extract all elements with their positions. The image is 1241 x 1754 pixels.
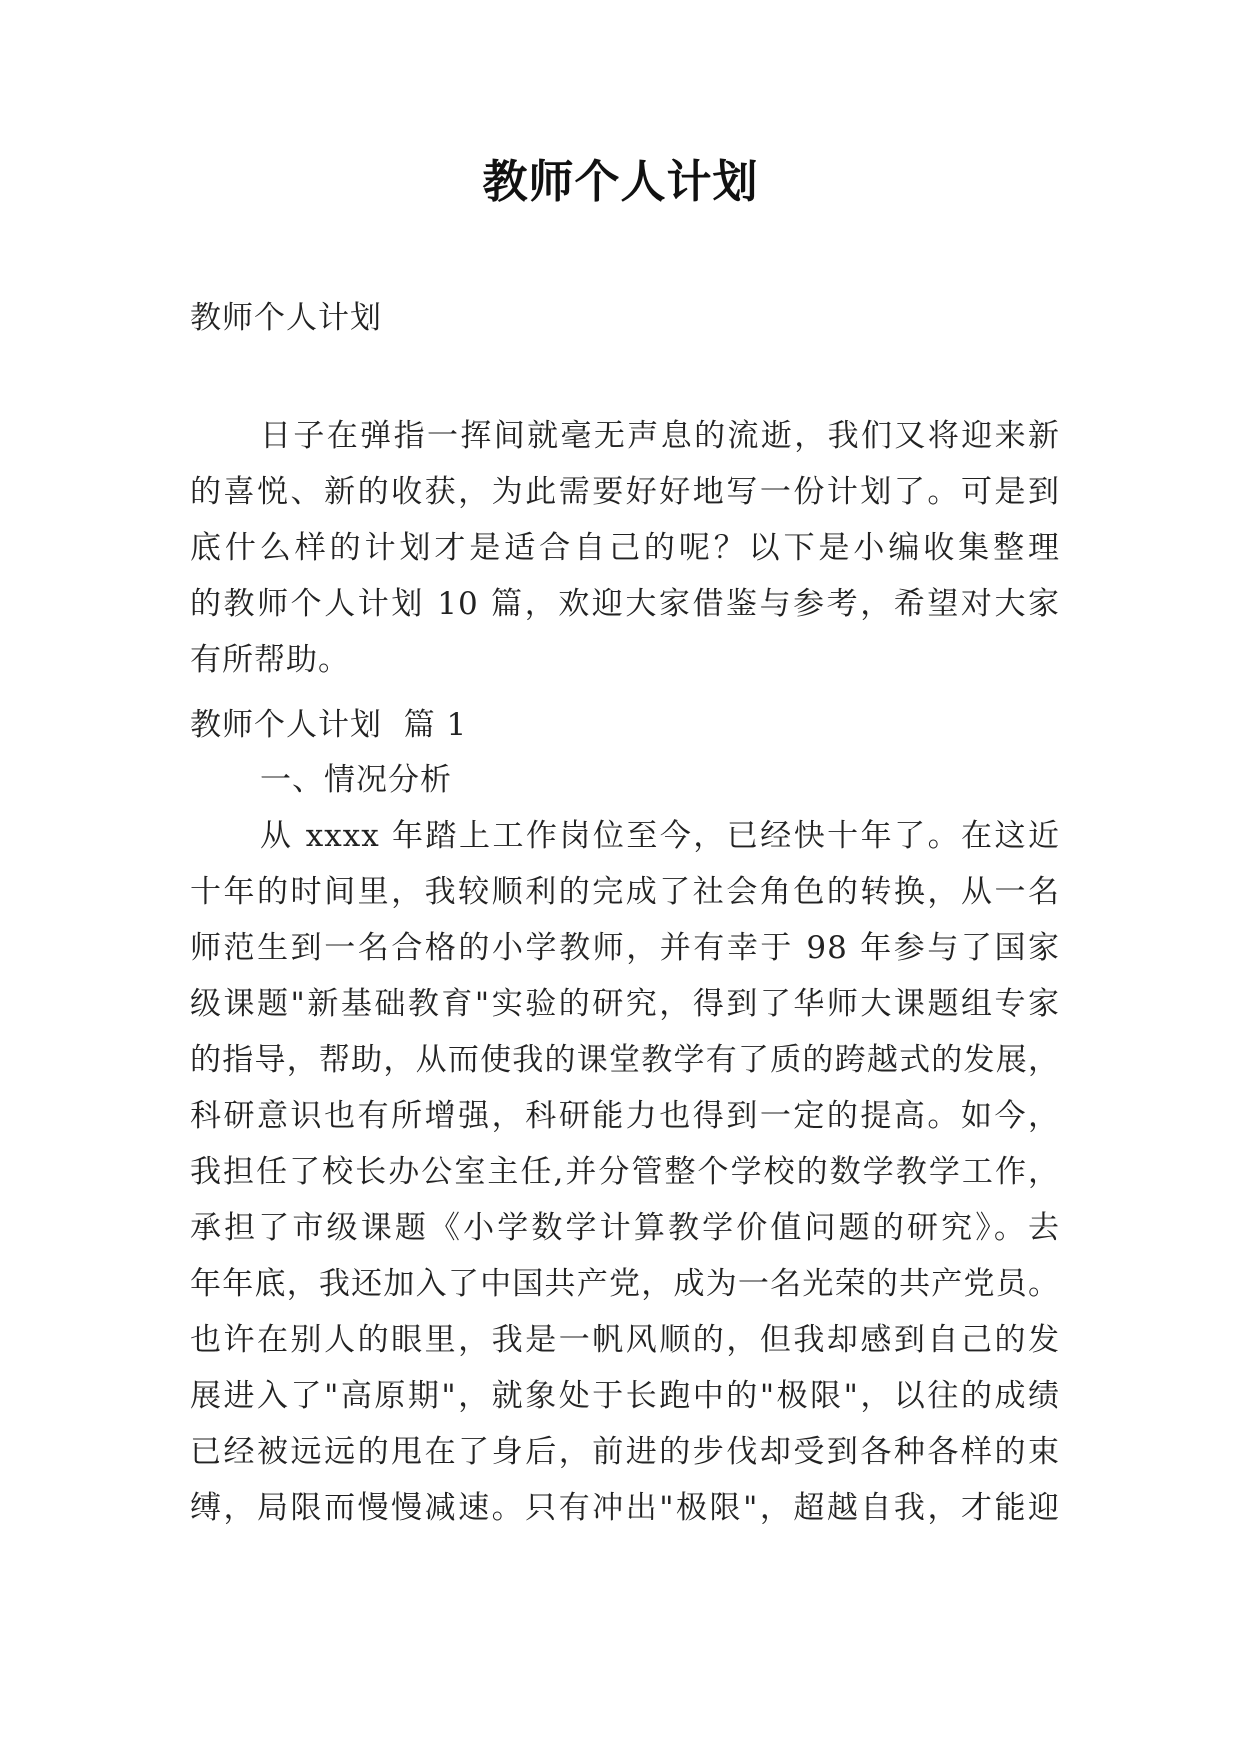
document-title: 教师个人计划 [482,155,759,208]
intro-line: 有所帮助。 [190,642,350,678]
intro-line: 的教师个人计划 10 篇，欢迎大家借鉴与参考，希望对大家 [190,586,1060,622]
paragraph-line: 师范生到一名合格的小学教师，并有幸于 98 年参与了国家 [190,930,1060,966]
section-heading [190,752,1060,808]
article-heading [190,697,1060,753]
paragraph-line: 科研意识也有所增强，科研能力也得到一定的提高。如今， [190,1098,1060,1134]
paragraph-line: 级课题"新基础教育"实验的研究，得到了华师大课题组专家 [190,986,1060,1022]
paragraph-line: 从 xxxx 年踏上工作岗位至今，已经快十年了。在这近 [260,818,1060,854]
intro-line: 底什么样的计划才是适合自己的呢？以下是小编收集整理 [190,530,1060,566]
paragraph-line: 年年底，我还加入了中国共产党，成为一名光荣的共产党员。 [190,1266,1060,1302]
document-subtitle [190,290,1060,346]
paragraph-line: 已经被远远的甩在了身后，前进的步伐却受到各种各样的束 [190,1434,1060,1470]
article-heading-text: 教师个人计划 篇 1 [190,707,468,743]
paragraph-line: 也许在别人的眼里，我是一帆风顺的，但我却感到自己的发 [190,1322,1060,1358]
section-heading-text: 一、情况分析 [260,762,452,798]
paragraph-line: 十年的时间里，我较顺利的完成了社会角色的转换，从一名 [190,874,1060,910]
body-paragraph [190,808,1060,1536]
paragraph-line: 展进入了"高原期"，就象处于长跑中的"极限"，以往的成绩 [190,1378,1060,1414]
intro-paragraph [190,408,1060,688]
paragraph-line: 缚，局限而慢慢减速。只有冲出"极限"，超越自我，才能迎 [190,1490,1060,1526]
paragraph-line: 承担了市级课题《小学数学计算教学价值问题的研究》。去 [190,1210,1060,1246]
subtitle-text: 教师个人计划 [190,300,382,336]
intro-line: 的喜悦、新的收获，为此需要好好地写一份计划了。可是到 [190,474,1060,510]
intro-line: 日子在弹指一挥间就毫无声息的流逝，我们又将迎来新 [260,418,1060,454]
paragraph-line: 我担任了校长办公室主任,并分管整个学校的数学教学工作， [190,1154,1060,1190]
paragraph-line: 的指导，帮助，从而使我的课堂教学有了质的跨越式的发展， [190,1042,1060,1078]
